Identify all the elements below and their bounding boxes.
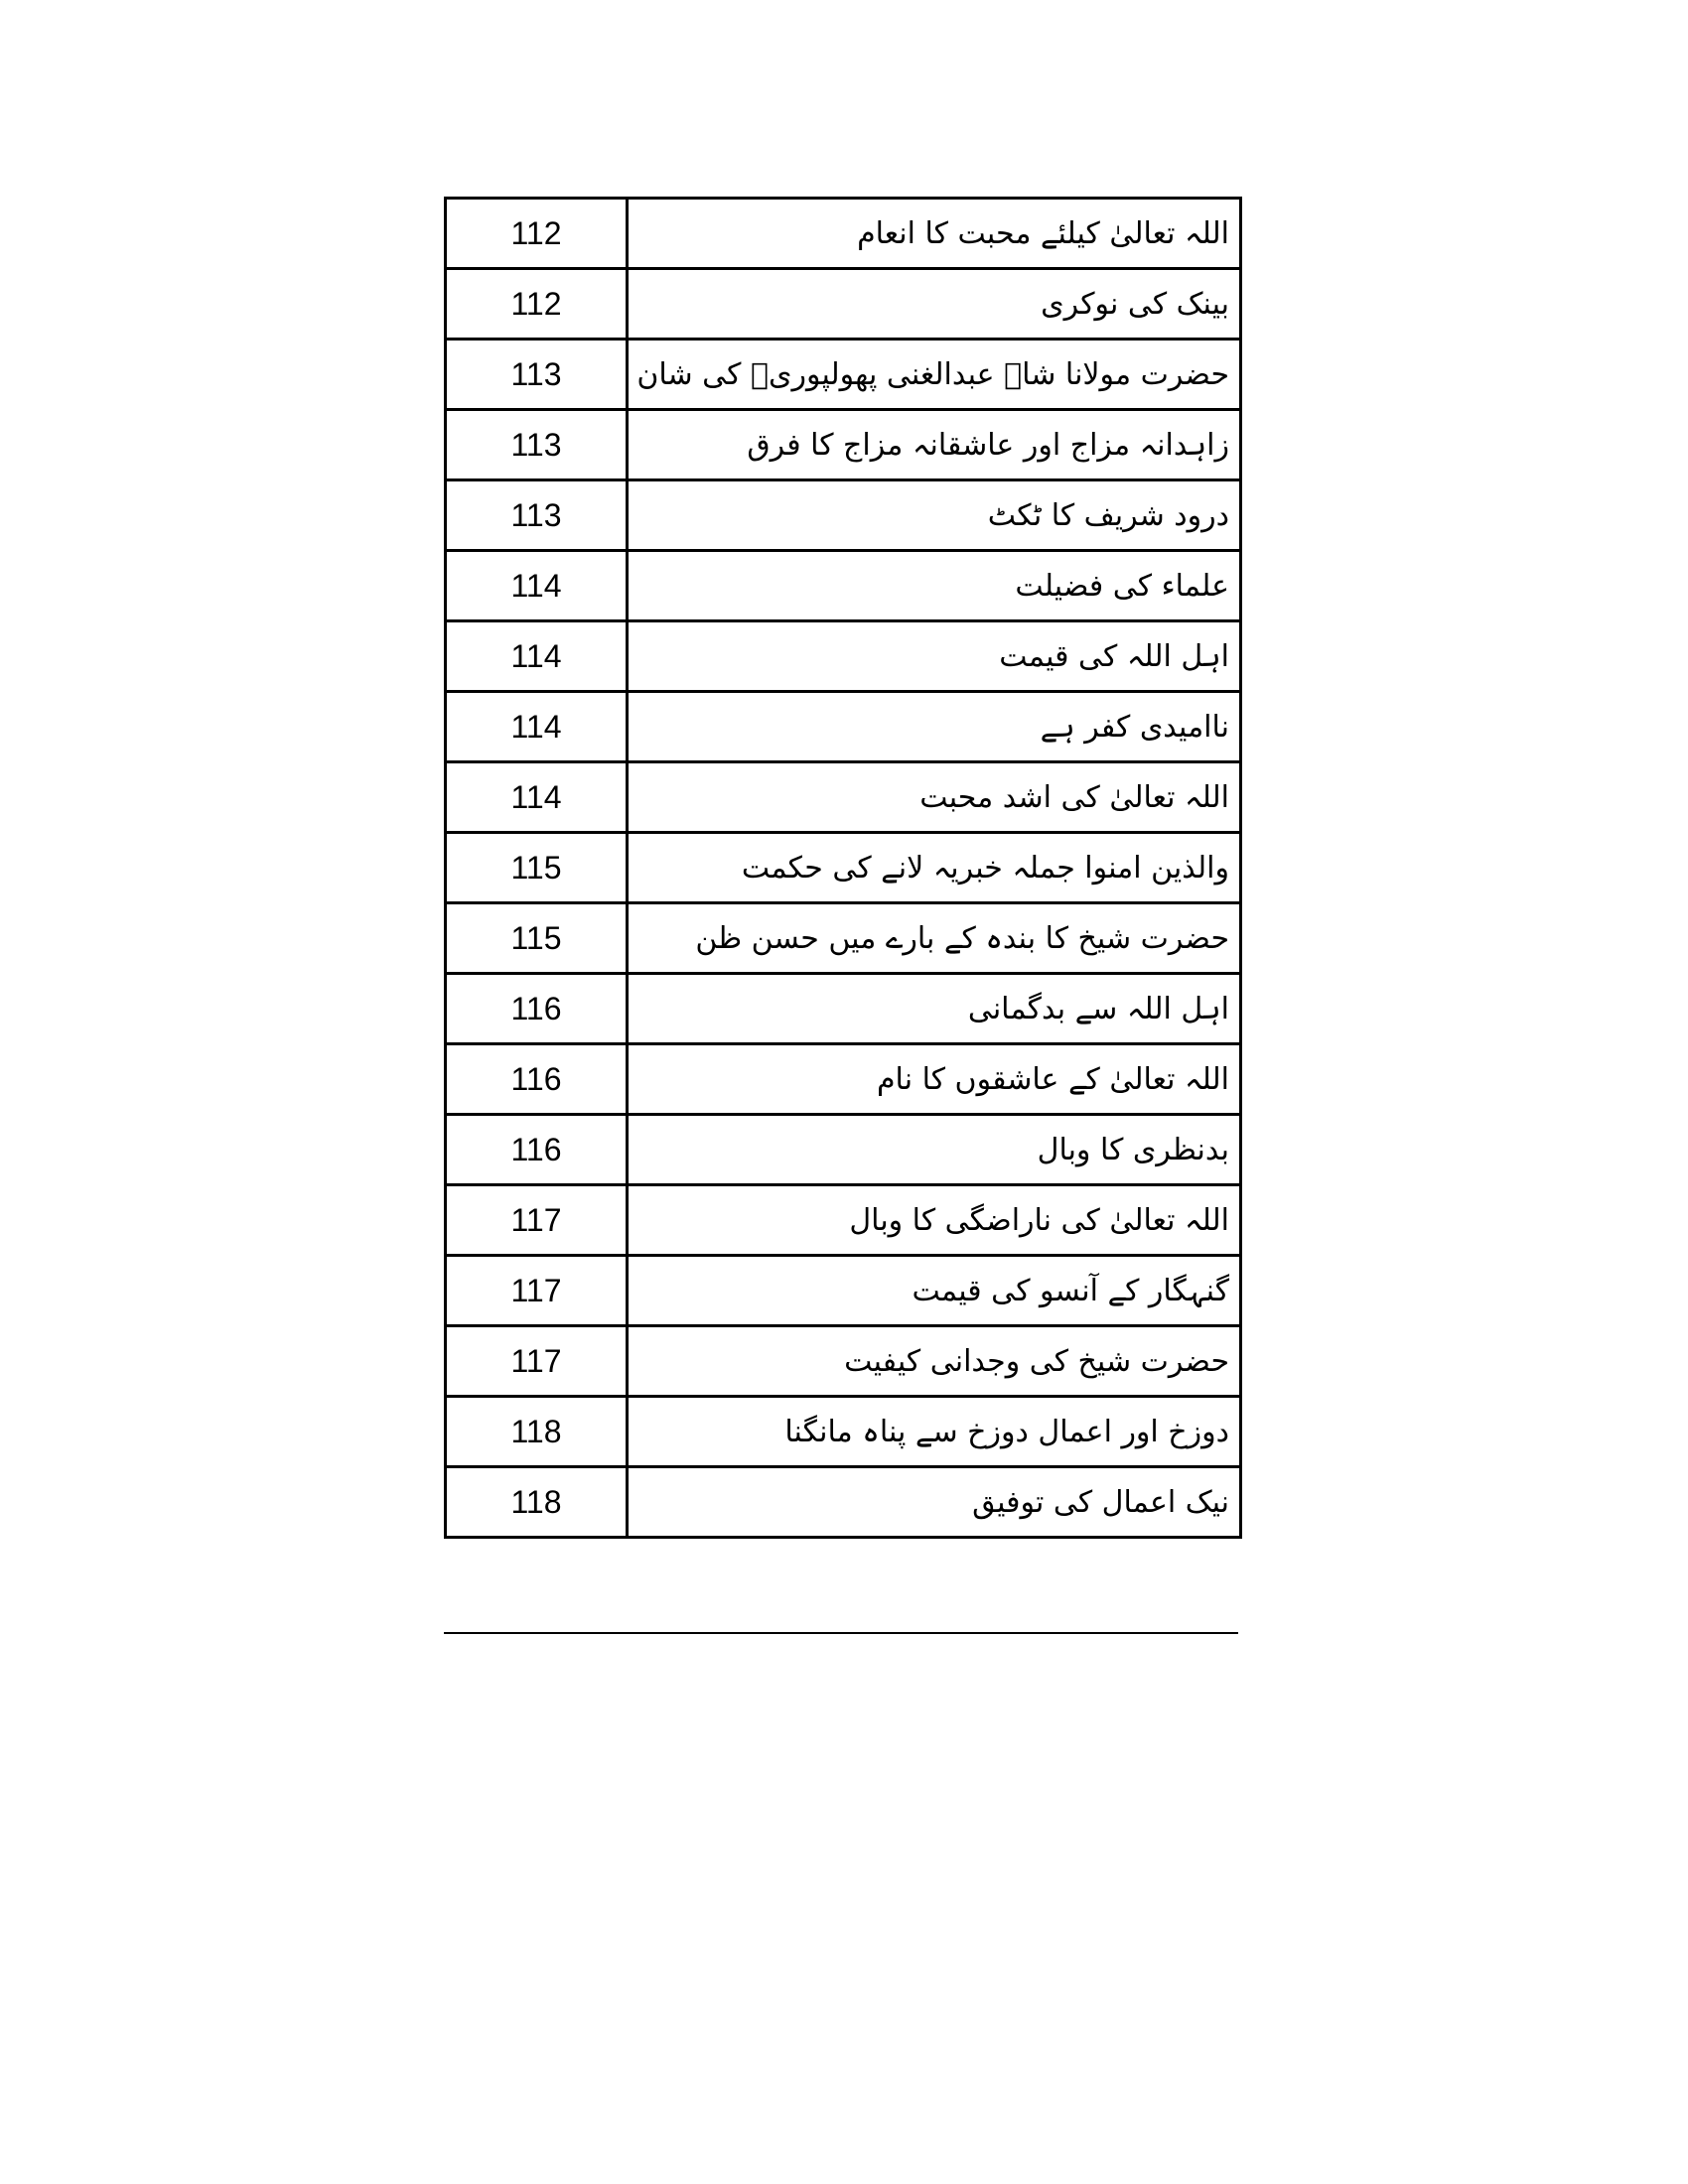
table-row (446, 833, 1241, 903)
page-number: 117 (446, 1185, 628, 1256)
page-number: 116 (446, 1044, 628, 1115)
table-of-contents (444, 197, 1242, 1539)
page-number: 115 (446, 903, 628, 974)
table-row (446, 199, 1241, 269)
page-number: 114 (446, 762, 628, 833)
entry-title: نیک اعمال کی توفیق (628, 1467, 1241, 1538)
page-number: 115 (446, 833, 628, 903)
table-row (446, 1326, 1241, 1397)
toc-body (446, 199, 1241, 1538)
entry-title: درود شریف کا ٹکٹ (628, 480, 1241, 551)
page-number: 118 (446, 1467, 628, 1538)
entry-title: زاہدانہ مزاج اور عاشقانہ مزاج کا فرق (628, 410, 1241, 480)
entry-title: بدنظری کا وبال (628, 1115, 1241, 1185)
table-row (446, 551, 1241, 621)
table-row (446, 621, 1241, 692)
entry-title: بینک کی نوکری (628, 269, 1241, 340)
page-number: 114 (446, 551, 628, 621)
page-number: 118 (446, 1397, 628, 1467)
page-number: 116 (446, 974, 628, 1044)
entry-title: حضرت شیخ کی وجدانی کیفیت (628, 1326, 1241, 1397)
entry-title: گنہگار کے آنسو کی قیمت (628, 1256, 1241, 1326)
page-number: 113 (446, 480, 628, 551)
table-row (446, 480, 1241, 551)
page-number: 114 (446, 692, 628, 762)
entry-title: حضرت مولانا شاہ عبدالغنی پھولپوریؒ کی شان (628, 340, 1241, 410)
entry-title: اللہ تعالیٰ کی اشد محبت (628, 762, 1241, 833)
table-row (446, 692, 1241, 762)
page-number: 113 (446, 410, 628, 480)
page-number: 116 (446, 1115, 628, 1185)
entry-title: اللہ تعالیٰ کی ناراضگی کا وبال (628, 1185, 1241, 1256)
page-number: 112 (446, 199, 628, 269)
table-row (446, 1256, 1241, 1326)
entry-title: اہل اللہ سے بدگمانی (628, 974, 1241, 1044)
footer-divider (444, 1632, 1238, 1634)
table-row (446, 1397, 1241, 1467)
table-row (446, 1467, 1241, 1538)
entry-title: اللہ تعالیٰ کے عاشقوں کا نام (628, 1044, 1241, 1115)
page-number: 117 (446, 1326, 628, 1397)
page-number: 114 (446, 621, 628, 692)
entry-title: والذین امنوا جملہ خبریہ لانے کی حکمت (628, 833, 1241, 903)
page-number: 112 (446, 269, 628, 340)
table-row (446, 974, 1241, 1044)
entry-title: دوزخ اور اعمال دوزخ سے پناہ مانگنا (628, 1397, 1241, 1467)
table-row (446, 762, 1241, 833)
entry-title: اللہ تعالیٰ کیلئے محبت کا انعام (628, 199, 1241, 269)
page-number: 113 (446, 340, 628, 410)
table-row (446, 1044, 1241, 1115)
page-number: 117 (446, 1256, 628, 1326)
entry-title: علماء کی فضیلت (628, 551, 1241, 621)
entry-title: اہل اللہ کی قیمت (628, 621, 1241, 692)
table-row (446, 903, 1241, 974)
table-row (446, 1115, 1241, 1185)
table-row (446, 340, 1241, 410)
table-row (446, 269, 1241, 340)
entry-title: حضرت شیخ کا بندہ کے بارے میں حسن ظن (628, 903, 1241, 974)
entry-title: ناامیدی کفر ہے (628, 692, 1241, 762)
table-row (446, 410, 1241, 480)
table-row (446, 1185, 1241, 1256)
